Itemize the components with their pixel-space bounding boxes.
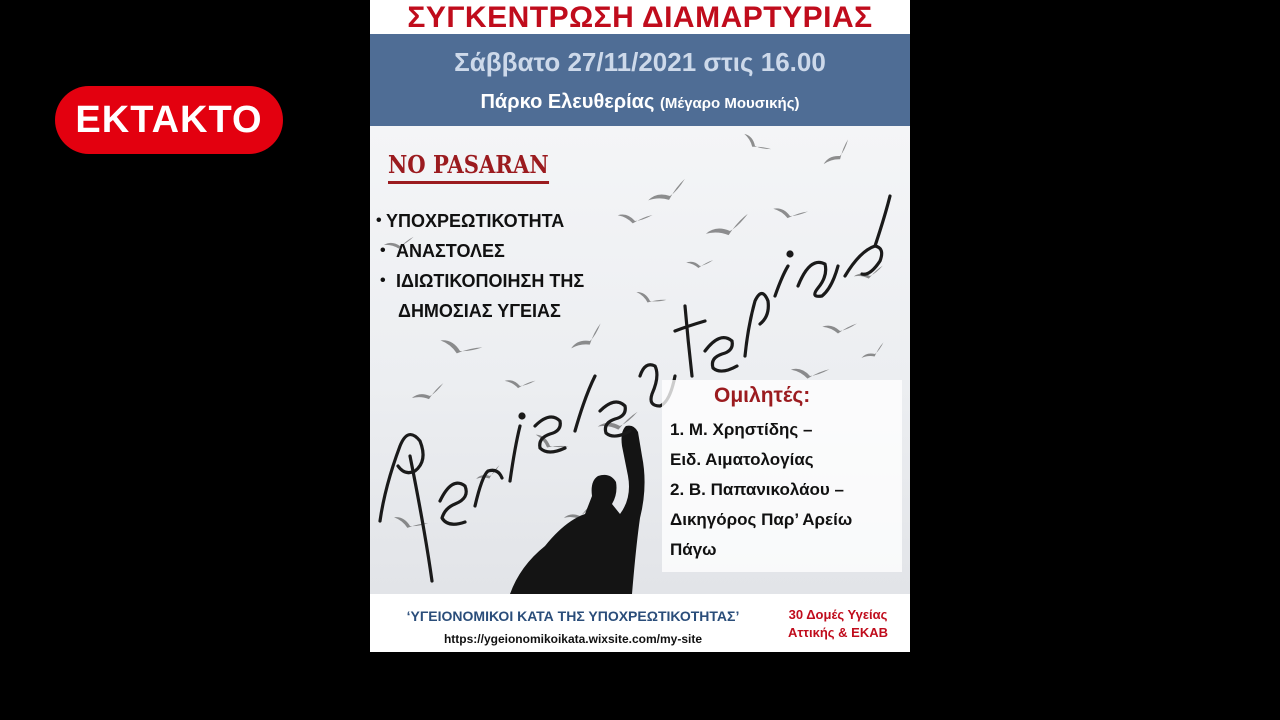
event-location-main: Πάρκο Ελευθερίας	[480, 91, 655, 113]
event-details-band	[370, 34, 910, 126]
speaker-line: Ειδ. Αιματολογίας	[670, 450, 814, 469]
speaker-line: 2. Β. Παπανικολάου –	[670, 480, 844, 499]
poster-title: ΣΥΓΚΕΝΤΡΩΣΗ ΔΙΑΜΑΡΤΥΡΙΑΣ	[370, 0, 910, 34]
event-location-detail: (Μέγαρο Μουσικής)	[659, 95, 800, 112]
footer-organization	[768, 606, 908, 642]
bullet-marker: •	[380, 242, 386, 259]
no-pasaran-motto: NO PASARAN	[388, 150, 549, 184]
speakers-box	[662, 380, 902, 572]
footer-org-line: Αττικής & ΕΚΑΒ	[787, 625, 888, 640]
demands-list	[376, 206, 646, 326]
list-item	[376, 206, 646, 236]
footer-slogan: ‘ΥΓΕΙΟΝΟΜΙΚΟΙ ΚΑΤΑ ΤΗΣ ΥΠΟΧΡΕΩΤΙΚΟΤΗΤΑΣ’	[406, 608, 740, 624]
list-item	[376, 236, 646, 266]
event-location	[370, 91, 910, 114]
event-date: Σάββατο 27/11/2021 στις 16.00	[454, 47, 826, 77]
bullet-marker: •	[380, 272, 386, 289]
bullet-marker: •	[376, 212, 382, 229]
list-item-text: ΥΠΟΧΡΕΩΤΙΚΟΤΗΤΑ	[386, 211, 565, 231]
poster-footer	[370, 594, 910, 652]
breaking-news-badge	[55, 86, 283, 154]
speaker-line: Πάγω	[670, 540, 717, 559]
speaker-line: Δικηγόρος Παρ’ Αρείω	[670, 510, 853, 529]
list-item	[376, 266, 646, 296]
person-silhouette	[510, 426, 645, 594]
footer-url: https://ygeionomikoikata.wixsite.com/my-site	[443, 632, 703, 646]
protest-poster	[370, 0, 910, 652]
list-item-text: ΙΔΙΩΤΙΚΟΠΟΙΗΣΗ ΤΗΣ	[396, 271, 585, 291]
list-item-text: ΑΝΑΣΤΟΛΕΣ	[396, 241, 505, 261]
list-item-continuation: ΔΗΜΟΣΙΑΣ ΥΓΕΙΑΣ	[398, 301, 561, 321]
speakers-heading: Ομιλητές:	[714, 384, 811, 407]
footer-org-line: 30 Δομές Υγείας	[788, 607, 888, 622]
speaker-line: 1. Μ. Χρηστίδης –	[670, 420, 813, 439]
badge-label: ΕΚΤΑΚΤΟ	[75, 98, 263, 141]
